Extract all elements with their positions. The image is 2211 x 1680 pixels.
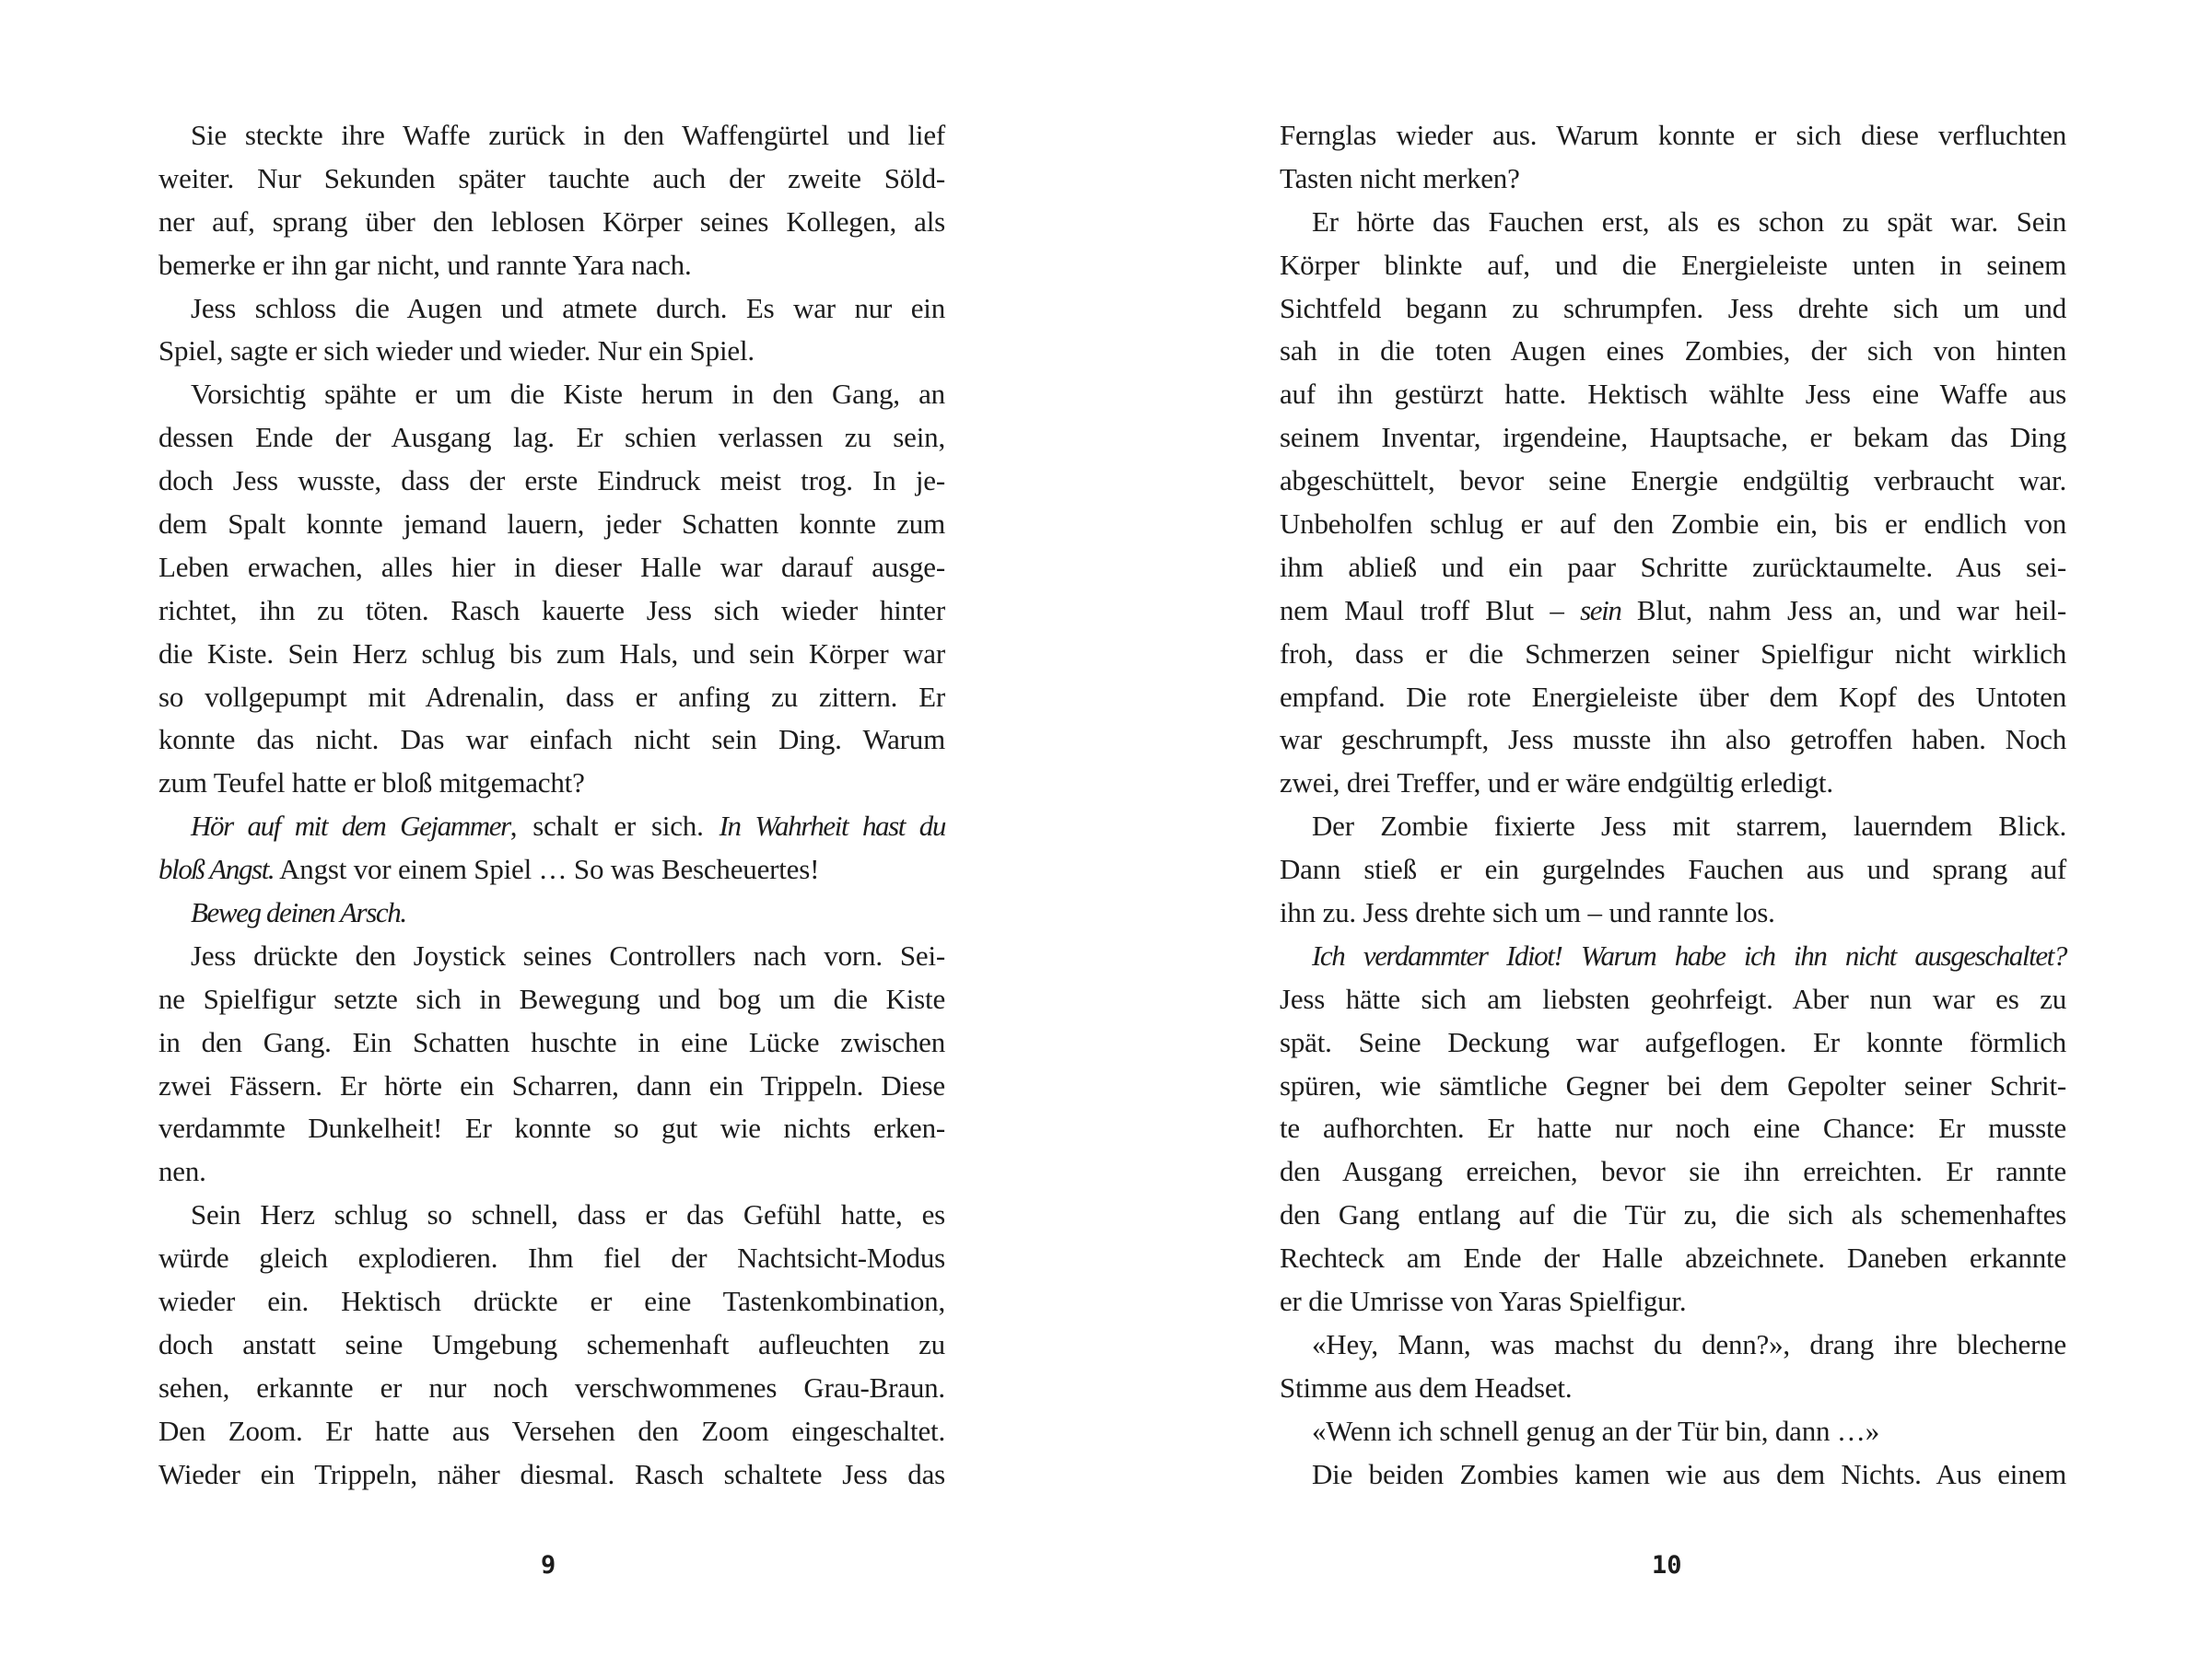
text-line [1280,1324,2066,1367]
text-segment: konnte das nicht. Das war einfach nicht sein Ding. Warum [158,723,945,756]
text-segment: in den Gang. Ein Schatten huschte in eine Lücke zwischen [158,1025,945,1058]
text-line [158,935,945,978]
text-line [158,503,945,546]
text-segment: so vollgepumpt mit Adrenalin, dass er anfing zu zittern. Er [158,680,945,713]
text-line [158,201,945,244]
text-line [1280,460,2066,503]
text-line [1280,158,2066,201]
text-segment: Wieder ein Trippeln, näher diesmal. Rasch schaltete Jess das [158,1457,945,1490]
text-line [158,676,945,719]
text-line [1280,1367,2066,1410]
text-line [158,416,945,460]
text-line [1280,201,2066,244]
text-segment: «Wenn ich schnell genug an der Tür bin, dann …» [1312,1414,1879,1447]
text-segment: richtet, ihn zu töten. Rasch kauerte Jess sich wieder hinter [158,593,945,626]
italic-text: Hör auf mit dem Gejammer [191,810,510,843]
text-line [158,718,945,762]
text-segment: Fernglas wieder aus. Warum konnte er sich diese verfluchten [1280,119,2066,151]
text-line [1280,1280,2066,1324]
text-line [158,1367,945,1410]
text-segment: dem Spalt konnte jemand lauern, jeder Schatten konnte zum [158,508,945,541]
text-line [1280,416,2066,460]
text-line [158,633,945,676]
text-line [158,1453,945,1497]
text-segment: Jess schloss die Augen und atmete durch. Es war nur ein [191,291,945,324]
text-segment: Dann stieß er ein gurgelndes Fauchen aus und sprang auf [1280,853,2066,886]
text-line [1280,935,2066,978]
text-line [158,330,945,373]
page-number-left: 9 [541,1551,556,1580]
text-line [158,1280,945,1324]
italic-text: Beweg deinen Arsch. [191,896,406,929]
text-line [1280,1107,2066,1150]
text-line [158,892,945,935]
text-line [158,114,945,158]
text-line [158,1324,945,1367]
text-line [1280,546,2066,589]
text-segment: würde gleich explodieren. Ihm fiel der Nachtsicht-Modus [158,1242,945,1275]
text-line [1280,503,2066,546]
italic-text: sein [1580,593,1621,626]
text-segment: Er hörte das Fauchen erst, als es schon zu spät war. Sein [1312,204,2066,238]
text-segment: dessen Ende der Ausgang lag. Er schien verlassen zu sein, [158,421,945,454]
text-segment: zwei, drei Treffer, und er wäre endgültig erledigt. [1280,766,1833,799]
text-segment: Sein Herz schlug so schnell, dass er das Gefühl hatte, es [191,1198,945,1231]
text-line [1280,978,2066,1021]
text-segment: Der Zombie fixierte Jess mit starrem, lauerndem Blick. [1312,810,2066,843]
text-line [1280,762,2066,805]
text-line [1280,373,2066,416]
text-line [1280,244,2066,287]
text-line [1280,633,2066,676]
text-line [1280,1194,2066,1237]
text-segment: Sie steckte ihre Waffe zurück in den Waffengürtel und lief [191,119,945,151]
text-segment: sah in die toten Augen eines Zombies, der sich von hinten [1280,334,2066,368]
text-segment: er die Umrisse von Yaras Spielfigur. [1280,1285,1687,1318]
text-segment: Körper blinkte auf, und die Energieleiste unten in seinem [1280,248,2066,281]
text-line [158,1107,945,1150]
text-segment: war geschrumpft, Jess musste ihn also getroffen haben. Noch [1280,723,2066,756]
right-page-text [1280,114,2066,1497]
text-segment: , schalt er sich. [509,810,719,843]
text-segment: Unbeholfen schlug er auf den Zombie ein, bis er endlich von [1280,508,2066,541]
text-line [158,978,945,1021]
left-page-text [158,114,945,1497]
text-line [1280,1150,2066,1194]
text-segment: verdammte Dunkelheit! Er konnte so gut wie nichts erken- [158,1112,945,1145]
text-line [1280,718,2066,762]
text-segment: die Kiste. Sein Herz schlug bis zum Hals, und sein Körper war [158,636,945,670]
text-segment: bemerke er ihn gar nicht, und rannte Yara nach. [158,248,692,281]
text-line [158,848,945,892]
text-segment: wieder ein. Hektisch drückte er eine Tastenkombination, [158,1285,945,1318]
text-line [1280,1410,2066,1453]
text-segment: nem Maul troff Blut – [1280,593,1581,626]
text-segment: empfand. Die rote Energieleiste über dem Kopf des Untoten [1280,680,2066,713]
italic-text: Ich verdammter Idiot! Warum habe ich ihn nicht ausgeschaltet? [1312,939,2066,972]
text-segment: den Ausgang erreichen, bevor sie ihn erreichten. Er rannte [1280,1155,2066,1188]
text-segment: weiter. Nur Sekunden später tauchte auch der zweite Söld- [158,161,945,194]
text-segment: sehen, erkannte er nur noch verschwommenes Grau-Braun. [158,1371,945,1404]
text-line [158,1065,945,1108]
text-segment: spüren, wie sämtliche Gegner bei dem Gepolter seiner Schrit- [1280,1068,2066,1102]
text-line [158,805,945,848]
text-segment: «Hey, Mann, was machst du denn?», drang ihre blecherne [1312,1327,2066,1360]
text-line [158,287,945,331]
text-line [158,460,945,503]
italic-text: In Wahrheit hast du [719,810,945,843]
page-number-right: 10 [1652,1551,1682,1580]
text-segment: Stimme aus dem Headset. [1280,1371,1573,1404]
text-line [158,1021,945,1065]
text-segment: nen. [158,1155,206,1188]
text-line [158,589,945,633]
text-segment: ner auf, sprang über den leblosen Körper seines Kollegen, als [158,204,945,238]
text-segment: Tasten nicht merken? [1280,161,1520,194]
text-segment: Leben erwachen, alles hier in dieser Halle war darauf ausge- [158,550,945,583]
text-line [158,1237,945,1280]
text-line [1280,1065,2066,1108]
text-segment: Jess drückte den Joystick seines Controllers nach vorn. Sei- [191,939,945,972]
text-line [1280,589,2066,633]
text-line [158,762,945,805]
text-line [1280,676,2066,719]
text-line [1280,1237,2066,1280]
text-segment: froh, dass er die Schmerzen seiner Spielfigur nicht wirklich [1280,636,2066,670]
text-segment: doch Jess wusste, dass der erste Eindruck meist trog. In je- [158,464,945,497]
text-segment: Vorsichtig spähte er um die Kiste herum in den Gang, an [191,378,945,411]
text-line [1280,1453,2066,1497]
text-line [1280,1021,2066,1065]
text-segment: spät. Seine Deckung war aufgeflogen. Er konnte förmlich [1280,1025,2066,1058]
text-segment: Den Zoom. Er hatte aus Versehen den Zoom eingeschaltet. [158,1414,945,1447]
text-line [1280,848,2066,892]
text-line [158,373,945,416]
text-line [1280,892,2066,935]
text-segment: Die beiden Zombies kamen wie aus dem Nichts. Aus einem [1312,1457,2066,1490]
text-segment: auf ihn gestürzt hatte. Hektisch wählte Jess eine Waffe aus [1280,378,2066,411]
text-segment: Angst vor einem Spiel … So was Bescheuertes! [274,853,820,886]
text-line [1280,330,2066,373]
text-line [158,1410,945,1453]
text-segment: ne Spielfigur setzte sich in Bewegung und bog um die Kiste [158,982,945,1015]
text-segment: seinem Inventar, irgendeine, Hauptsache, er bekam das Ding [1280,421,2066,454]
text-segment: zum Teufel hatte er bloß mitgemacht? [158,766,585,799]
text-segment: Spiel, sagte er sich wieder und wieder. Nur ein Spiel. [158,334,755,368]
text-segment: ihn zu. Jess drehte sich um – und rannte los. [1280,896,1775,929]
text-segment: den Gang entlang auf die Tür zu, die sich als schemenhaftes [1280,1198,2066,1231]
text-segment: ihm abließ und ein paar Schritte zurücktaumelte. Aus sei- [1280,550,2066,583]
text-line [1280,114,2066,158]
text-segment: doch anstatt seine Umgebung schemenhaft aufleuchten zu [158,1327,945,1360]
text-segment: Rechteck am Ende der Halle abzeichnete. Daneben erkannte [1280,1242,2066,1275]
text-segment: te aufhorchten. Er hatte nur noch eine Chance: Er musste [1280,1112,2066,1145]
text-line [158,158,945,201]
text-segment: abgeschüttelt, bevor seine Energie endgültig verbraucht war. [1280,464,2066,497]
text-line [1280,805,2066,848]
text-line [158,546,945,589]
text-segment: Sichtfeld begann zu schrumpfen. Jess drehte sich um und [1280,291,2066,324]
text-segment: zwei Fässern. Er hörte ein Scharren, dann ein Trippeln. Diese [158,1068,945,1102]
text-line [1280,287,2066,331]
text-segment: Jess hätte sich am liebsten geohrfeigt. Aber nun war es zu [1280,982,2066,1015]
italic-text: bloß Angst. [158,853,275,886]
text-segment: Blut, nahm Jess an, und war heil- [1620,593,2066,626]
text-line [158,1194,945,1237]
text-line [158,1150,945,1194]
text-line [158,244,945,287]
